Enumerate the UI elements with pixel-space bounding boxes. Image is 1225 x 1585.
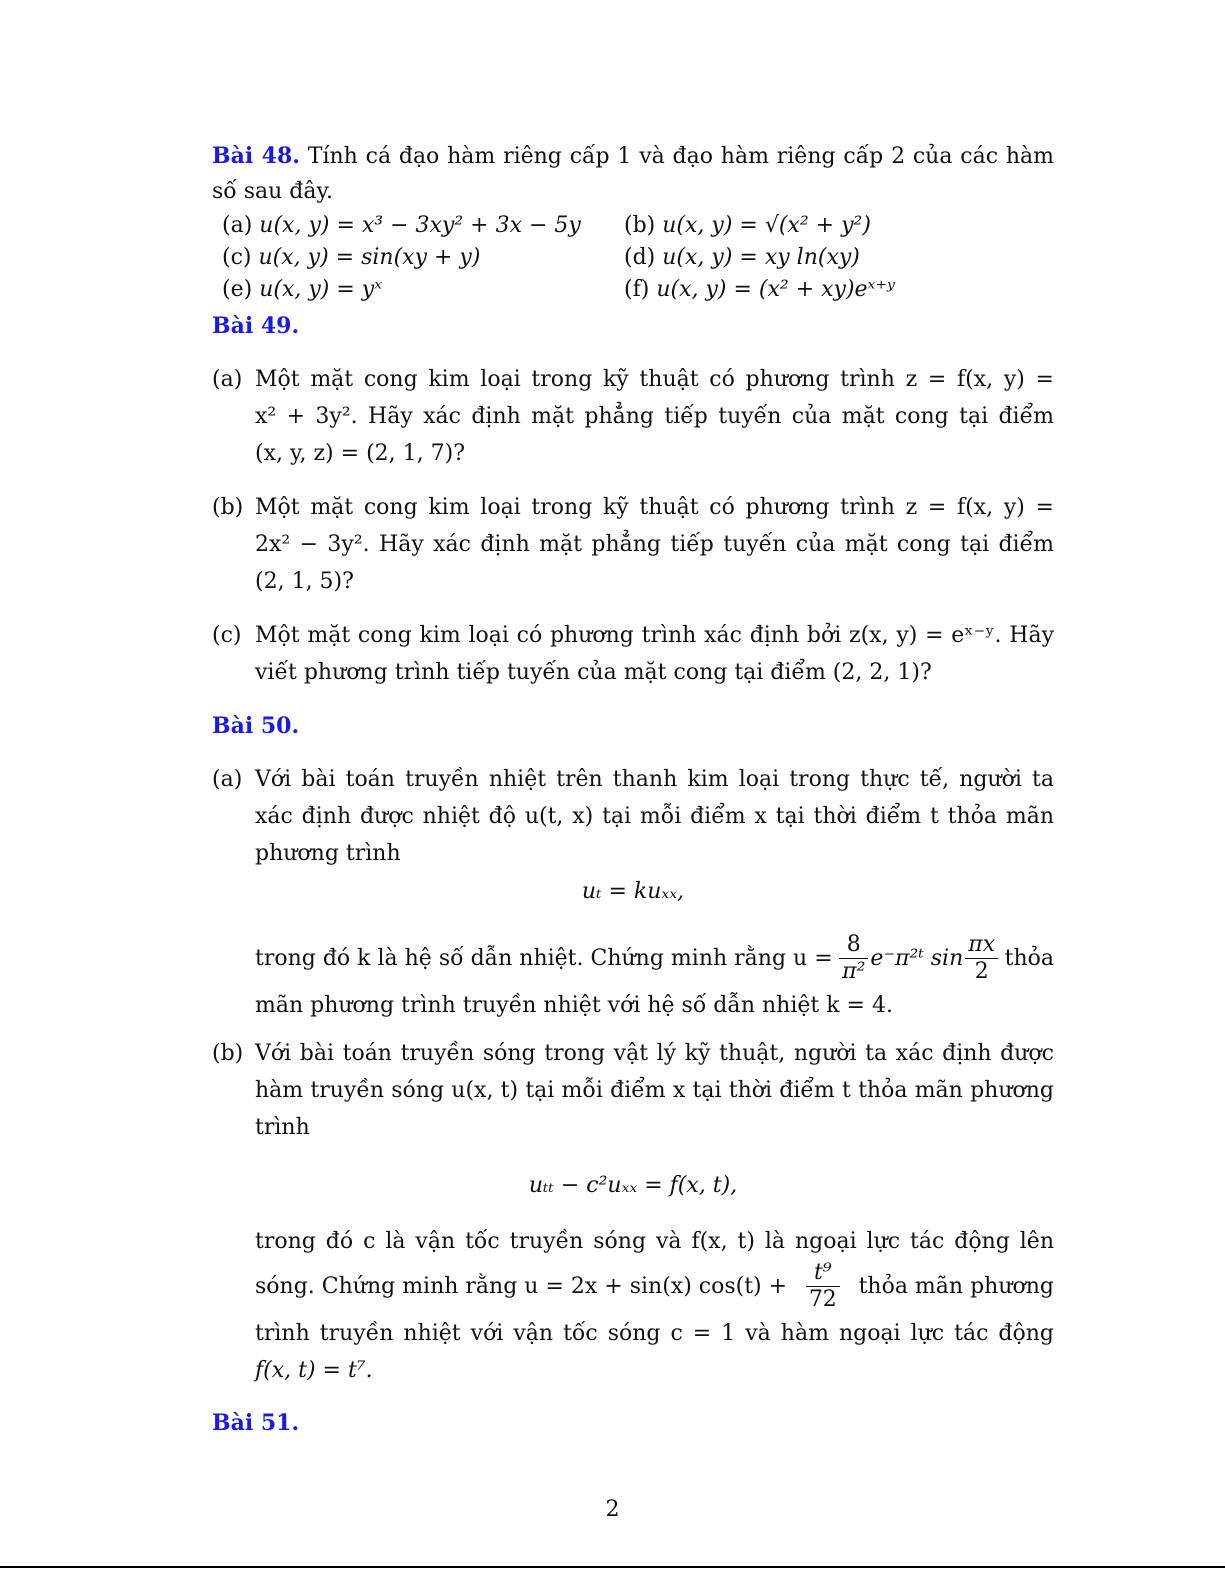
page-number: 2 [605, 1497, 620, 1522]
item-label: (a) [222, 213, 253, 238]
text-segment: trong đó k là hệ số dẫn nhiệt. Chứng minh rằng u = [255, 945, 833, 971]
part-line: trong đó c là vận tốc truyền sóng và f(x, t) là ngoại lực tác động lên [255, 1229, 1054, 1254]
b48-item-e [222, 272, 382, 308]
b48-intro-line1 [212, 138, 1054, 175]
part-label: (a) [212, 367, 243, 392]
part-line-with-fraction [255, 1260, 1054, 1313]
item-label: (e) [222, 277, 253, 302]
fraction-numerator: 8 [839, 932, 868, 959]
part-line: Một mặt cong kim loại trong kỹ thuật có phương trình z = f(x, y) = [255, 495, 1054, 520]
bottom-border-line [0, 1566, 1225, 1568]
part-line: x² + 3y². Hãy xác định mặt phẳng tiếp tuyến của mặt cong tại điểm [255, 404, 1054, 429]
part-line: trình truyền nhiệt với vận tốc sóng c = 1 và hàm ngoại lực tác động [255, 1321, 1054, 1346]
part-line: Với bài toán truyền nhiệt trên thanh kim loại trong thực tế, người ta [255, 767, 1054, 792]
b48-heading: Bài 48. [212, 143, 300, 169]
fraction-numerator: πx [965, 932, 998, 959]
b48-item-c [222, 240, 480, 276]
part-line: trình [255, 1115, 310, 1140]
part-line: viết phương trình tiếp tuyến của mặt cong tại điểm (2, 2, 1)? [255, 660, 932, 685]
part-line: (x, y, z) = (2, 1, 7)? [255, 441, 465, 466]
b49-heading: Bài 49. [212, 313, 300, 339]
item-expression: u(x, y) = sin(xy + y) [258, 245, 481, 270]
fraction-8-over-pi-squared [839, 932, 868, 985]
b48-item-f [624, 272, 895, 308]
fraction-denominator: π² [842, 959, 866, 984]
part-line-with-fraction [255, 932, 1054, 985]
item-expression: u(x, y) = (x² + xy)eˣ⁺ʸ [656, 277, 895, 302]
part-line: hàm truyền sóng u(x, t) tại mỗi điểm x tại thời điểm t thỏa mãn phương [255, 1078, 1054, 1103]
fraction-denominator: 72 [808, 1287, 837, 1312]
part-label: (c) [212, 623, 242, 648]
text-segment: thỏa mãn phương [858, 1273, 1054, 1299]
item-label: (b) [624, 213, 656, 238]
part-line: xác định được nhiệt độ u(t, x) tại mỗi điểm x tại thời điểm t thỏa mãn [255, 804, 1054, 829]
part-line: 2x² − 3y². Hãy xác định mặt phẳng tiếp tuyến của mặt cong tại điểm [255, 532, 1054, 557]
part-line: mãn phương trình truyền nhiệt với hệ số dẫn nhiệt k = 4. [255, 993, 893, 1018]
b51-heading: Bài 51. [212, 1410, 300, 1436]
b48-item-b [624, 208, 871, 244]
item-expression: u(x, y) = x³ − 3xy² + 3x − 5y [259, 213, 581, 238]
item-label: (c) [222, 245, 252, 270]
b50-heading: Bài 50. [212, 713, 300, 739]
exponential-sine-term: e⁻π²ᵗ sin [870, 945, 964, 971]
item-label: (f) [624, 277, 650, 302]
fraction-denominator: 2 [974, 959, 989, 984]
solution-expression [837, 932, 1000, 985]
part-label: (b) [212, 495, 244, 520]
item-expression: u(x, y) = yˣ [259, 277, 383, 302]
fraction-numerator: t⁹ [806, 1260, 840, 1287]
item-expression: u(x, y) = xy ln(xy) [662, 245, 860, 270]
b48-intro-text: Tính cá đạo hàm riêng cấp 1 và đạo hàm riêng cấp 2 của các hàm [307, 144, 1054, 169]
part-line: phương trình [255, 841, 401, 866]
fraction-t9-over-72 [806, 1260, 840, 1313]
heat-equation: uₜ = kuₓₓ, [581, 879, 685, 904]
part-label: (b) [212, 1041, 244, 1066]
part-label: (a) [212, 767, 243, 792]
b48-item-a [222, 208, 581, 244]
part-line: Một mặt cong kim loại có phương trình xác định bởi z(x, y) = eˣ⁻ʸ. Hãy [255, 623, 1054, 648]
text-segment: sóng. Chứng minh rằng u = 2x + sin(x) cos(t) + [255, 1273, 788, 1299]
b48-item-d [624, 240, 860, 276]
text-segment: thỏa [1004, 945, 1054, 971]
part-line: (2, 1, 5)? [255, 569, 354, 594]
wave-equation: uₜₜ − c²uₓₓ = f(x, t), [528, 1173, 738, 1198]
fraction-pi-x-over-2 [965, 932, 998, 985]
part-line: f(x, t) = t⁷. [255, 1358, 373, 1383]
b48-intro-line2: số sau đây. [212, 179, 334, 204]
item-label: (d) [624, 245, 656, 270]
part-line: Một mặt cong kim loại trong kỹ thuật có phương trình z = f(x, y) = [255, 367, 1054, 392]
item-expression: u(x, y) = √(x² + y²) [662, 213, 871, 238]
part-line: Với bài toán truyền sóng trong vật lý kỹ thuật, người ta xác định được [255, 1041, 1054, 1066]
